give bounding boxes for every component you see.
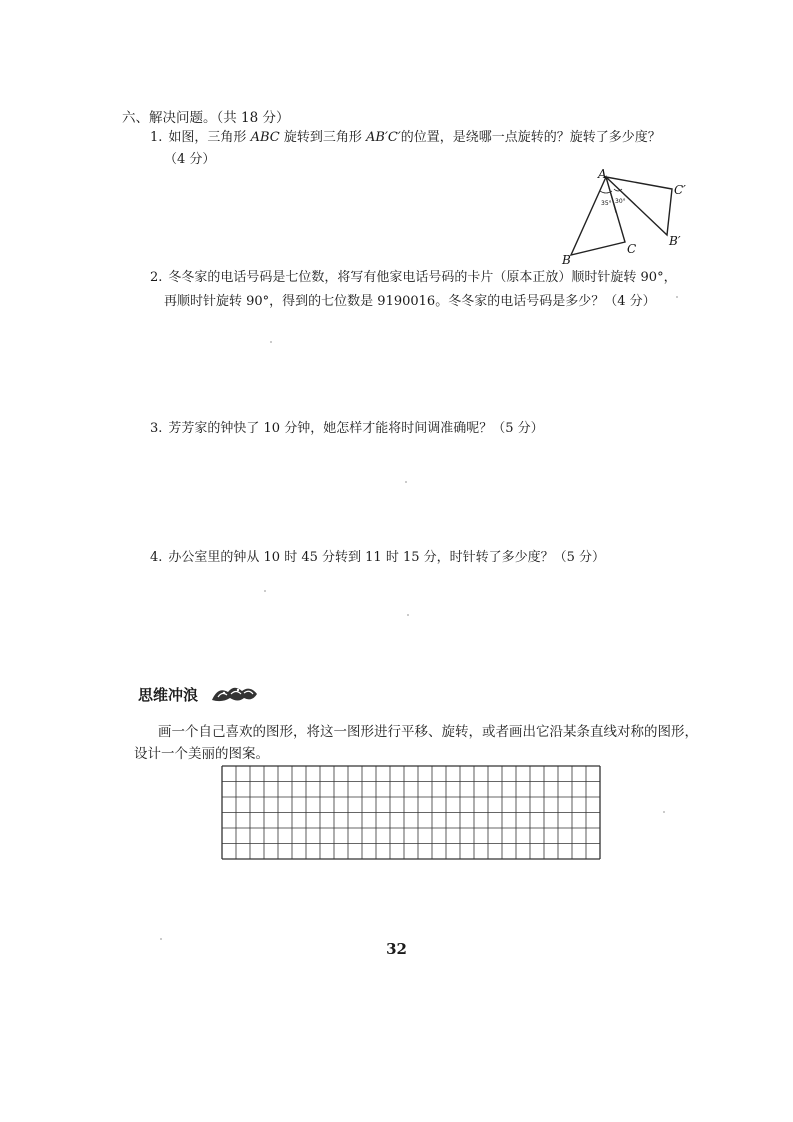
triangle-ab-prime-c-prime <box>606 177 672 235</box>
wave-icon <box>210 682 260 704</box>
triangle-abc <box>571 177 625 255</box>
thinking-surf-title: 思维冲浪 <box>138 686 199 704</box>
question-1 <box>150 128 661 148</box>
section-title: 六、解决问题。（共 18 分） <box>122 110 290 126</box>
question-1-text-c: 的位置，是绕哪一点旋转的？旋转了多少度？ <box>400 130 661 145</box>
question-2-text-1: 冬冬家的电话号码是七位数，将写有他家电话号码的卡片（原本正放）顺时针旋转 90°， <box>168 270 677 285</box>
question-4 <box>150 548 605 568</box>
triangle-abc-label: ABC <box>250 130 280 145</box>
question-4-text: 办公室里的钟从 10 时 45 分转到 11 时 15 分，时针转了多少度？（5 分） <box>168 550 606 565</box>
question-1-text-b: 旋转到三角形 <box>283 130 362 145</box>
thinking-instruction-line-2: 设计一个美丽的图案。 <box>134 746 269 762</box>
question-3-text: 芳芳家的钟快了 10 分钟，她怎样才能将时间调准确呢？（5 分） <box>168 421 544 436</box>
question-1-number: 1. <box>150 130 163 145</box>
question-4-number: 4. <box>150 550 163 565</box>
angle-30-label: 30° <box>615 198 626 205</box>
point-a-label: A <box>598 167 607 181</box>
scan-speck <box>407 614 409 616</box>
triangle-abc-prime-label: AB′C′ <box>366 130 401 145</box>
question-1-points: （4 分） <box>164 152 216 167</box>
rotation-figure <box>560 165 690 270</box>
question-1-text-a: 如图，三角形 <box>168 130 247 145</box>
question-2-line-2: 再顺时针旋转 90°，得到的七位数是 9190016。冬冬家的电话号码是多少？（4 分） <box>164 294 656 309</box>
scan-speck <box>405 481 407 483</box>
point-b-label: B <box>562 253 571 267</box>
question-3-number: 3. <box>150 421 163 436</box>
scan-speck <box>270 341 272 343</box>
question-2-line-1 <box>150 268 677 288</box>
question-3 <box>150 419 544 439</box>
point-c-label: C <box>627 242 637 256</box>
scan-speck <box>663 811 665 813</box>
scan-speck <box>676 296 678 298</box>
point-c-prime-label: C′ <box>674 183 686 197</box>
scan-speck <box>160 938 162 940</box>
scan-speck <box>264 590 266 592</box>
angle-35-label: 35° <box>601 200 612 207</box>
thinking-instruction-line-1: 画一个自己喜欢的图形，将这一图形进行平移、旋转，或者画出它沿某条直线对称的图形， <box>158 724 698 740</box>
question-2-number: 2. <box>150 270 163 285</box>
point-b-prime-label: B′ <box>669 234 681 248</box>
drawing-grid[interactable] <box>221 765 601 860</box>
page-number: 32 <box>386 940 407 958</box>
